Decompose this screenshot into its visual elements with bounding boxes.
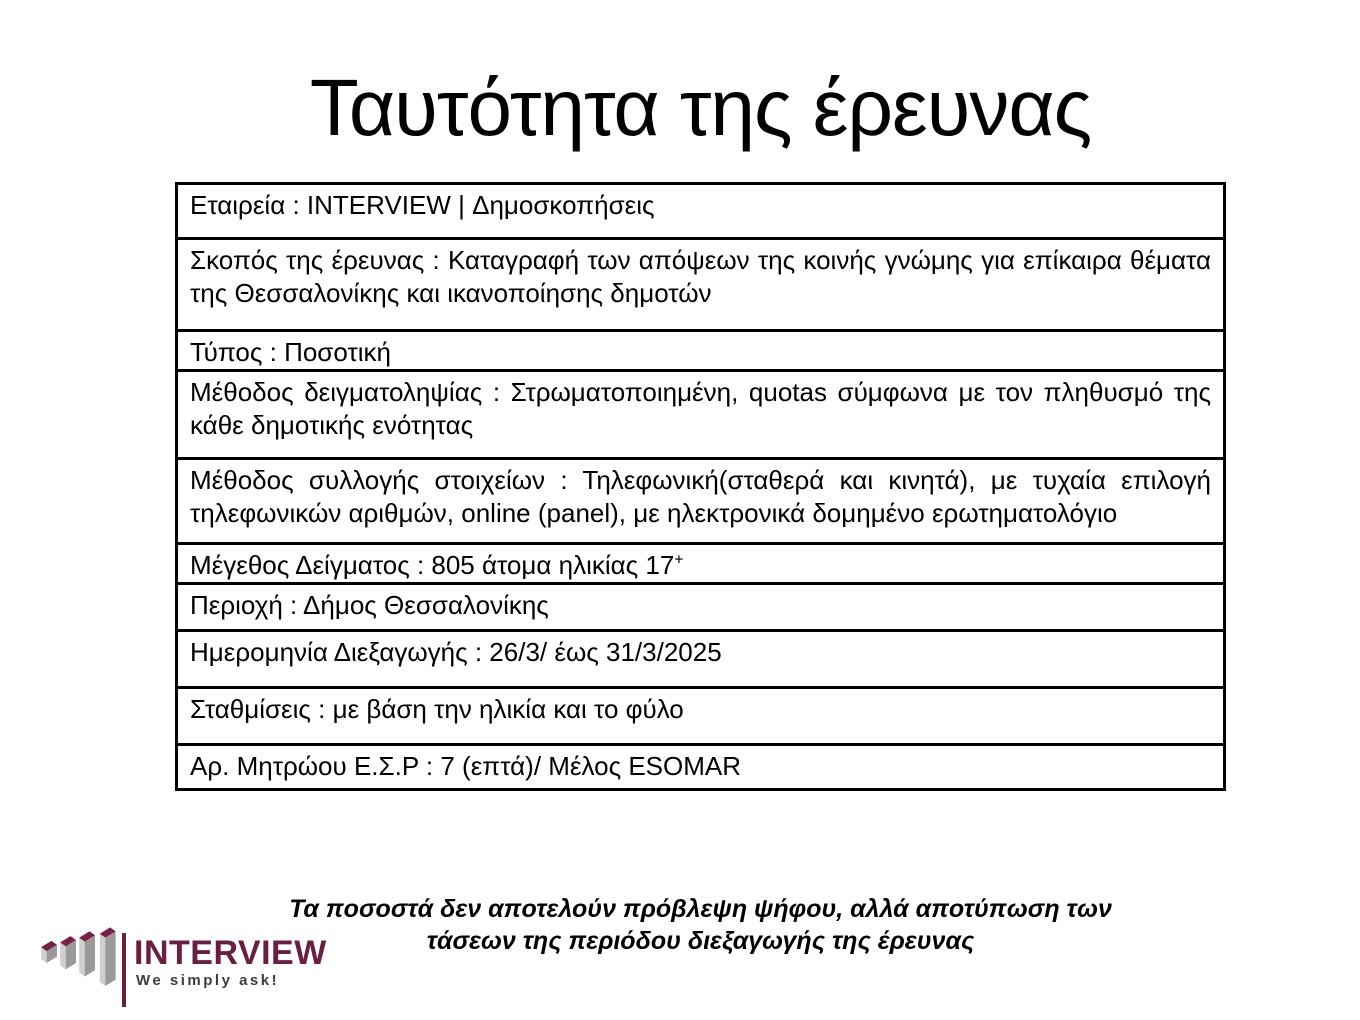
logo-tagline: We simply ask! [136, 972, 280, 989]
table-row-purpose: Σκοπός της έρευνας : Καταγραφή των απόψεων της κοινής γνώμης για επίκαιρα θέματα της Θεσσαλονίκης και ικανοποίησης δημοτών [178, 237, 1223, 329]
logo-name: INTERVIEW [134, 934, 327, 972]
table-row-sample-size [178, 542, 1223, 582]
table-row-company: Εταιρεία : INTERVIEW | Δημοσκοπήσεις [190, 190, 655, 220]
logo-divider [122, 933, 126, 1007]
table-row-sampling-method: Μέθοδος δειγματοληψίας : Στρωματοποιημένη, quotas σύμφωνα με τον πληθυσμό της κάθε δημοτικής ενότητας [178, 369, 1223, 457]
table-row-collection-method: Μέθοδος συλλογής στοιχείων : Τηλεφωνική(σταθερά και κινητά), με τυχαία επιλογή τηλεφωνικών αριθμών, online (panel), με ηλεκτρονικά δομημένο ερωτηματολόγιο [178, 457, 1223, 542]
bar-chart-3d-icon [34, 922, 118, 1008]
interview-logo [34, 920, 364, 1018]
sample-size-text: Μέγεθος Δείγματος : 805 άτομα ηλικίας 17 [190, 550, 675, 581]
table-row-weighting: Σταθμίσεις : με βάση την ηλικία και το φύλο [178, 686, 1223, 743]
table-row-dates: Ημερομηνία Διεξαγωγής : 26/3/ έως 31/3/2025 [178, 629, 1223, 686]
table-row-area: Περιοχή : Δήμος Θεσσαλονίκης [178, 582, 1223, 629]
table-row-registry: Αρ. Μητρώου Ε.Σ.Ρ : 7 (επτά)/ Μέλος ESOMAR [178, 743, 1223, 788]
slide-title: Ταυτότητα της έρευνας [309, 63, 1092, 152]
sample-size-superscript: + [674, 551, 684, 569]
disclaimer-line-1: Τα ποσοστά δεν αποτελούν πρόβλεψη ψήφου, αλλά αποτύπωση των [289, 895, 1112, 923]
table-row-type: Τύπος : Ποσοτική [178, 329, 1223, 369]
disclaimer-line-2: τάσεων της περιόδου διεξαγωγής της έρευνας [426, 927, 975, 955]
survey-identity-table [175, 182, 1226, 791]
